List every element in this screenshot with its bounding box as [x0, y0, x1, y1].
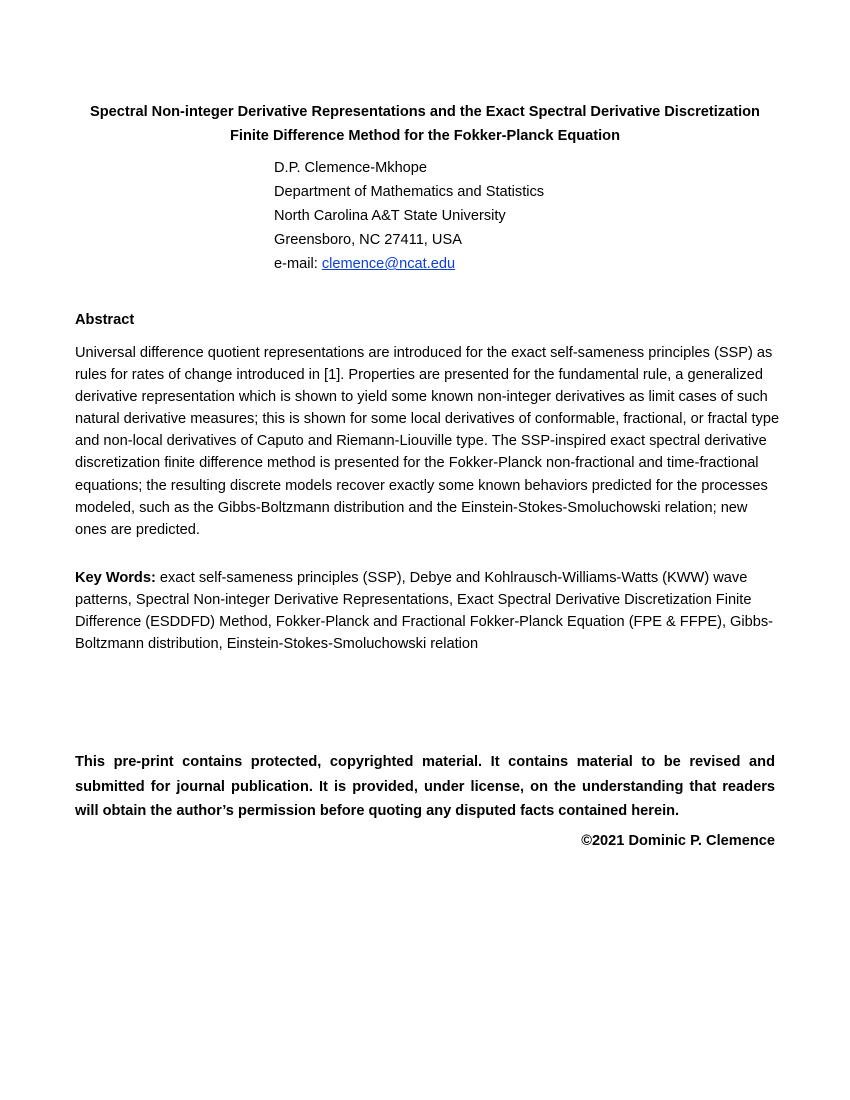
keywords-text: exact self-sameness principles (SSP), Debye and Kohlrausch-Williams-Watts (KWW) wave patterns, Spectral Non-integer Derivative Representations, Exact Spectral Derivative Discretization Finite Difference (ESDDFD) Method, Fokker-Planck and Fractional Fokker-Planck Equation (FPE & FFPE), Gibbs-Boltzmann distribution, Einstein-Stokes-Smoluchowski relation: [75, 570, 774, 653]
keywords-paragraph: [75, 567, 780, 655]
copyright-line: ©2021 Dominic P. Clemence: [581, 833, 775, 849]
title-line-1: Spectral Non-integer Derivative Representations and the Exact Spectral Derivative Discretization: [90, 104, 760, 120]
author-address: Greensboro, NC 27411, USA: [274, 232, 462, 248]
author-email-line: [274, 252, 544, 276]
abstract-text: Universal difference quotient representations are introduced for the exact self-sameness principles (SSP) as rules for rates of change introduced in [1]. Properties are presented for the fundamental rule, a generalized derivative representation which is shown to yield some known non-integer derivatives as limit cases of such natural derivative measures; this is shown for some local derivatives of conformable, fractional, or fractal type and non-local derivatives of Caputo and Riemann-Liouville type. The SSP-inspired exact spectral derivative discretization finite difference method is presented for the Fokker-Planck non-fractional and time-fractional equations; the resulting discrete models recover exactly some known behaviors predicted for the processes modeled, such as the Gibbs-Boltzmann distribution and the Einstein-Stokes-Smoluchowski relation; new ones are predicted.: [75, 345, 780, 538]
copyright-notice: This pre-print contains protected, copyrighted material. It contains material to be revised and submitted for journal publication. It is provided, under license, on the understanding that readers will obtain the author’s permission before quoting any disputed facts contained herein.: [75, 754, 775, 819]
keywords-label: Key Words:: [75, 570, 156, 586]
email-label: e-mail:: [274, 256, 322, 272]
paper-title: [60, 100, 790, 148]
email-link[interactable]: clemence@ncat.edu: [321, 256, 456, 272]
author-name: D.P. Clemence-Mkhope: [274, 160, 428, 176]
author-department: Department of Mathematics and Statistics: [274, 184, 545, 200]
abstract-heading: Abstract: [75, 312, 135, 328]
author-university: North Carolina A&T State University: [274, 208, 506, 224]
title-line-2: Finite Difference Method for the Fokker-Planck Equation: [229, 128, 621, 144]
author-block: [274, 156, 544, 276]
